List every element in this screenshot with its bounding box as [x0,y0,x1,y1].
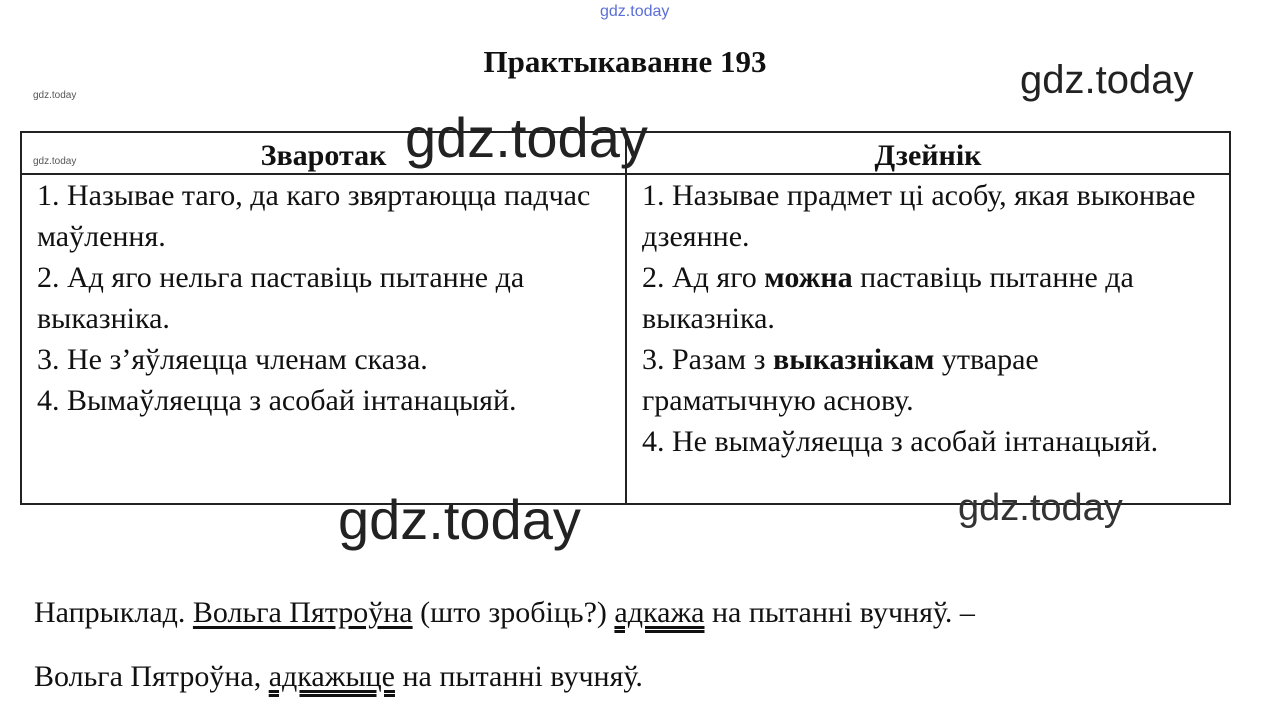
example-subject: Вольга Пятроўна [192,596,413,629]
subject-item-2-bold: можна [764,261,853,294]
example-predicate-2: адкажыце [268,660,395,693]
address-item-3: 3. Не з’яўляецца членам сказа. [37,343,428,376]
subject-cell [626,174,1230,504]
example-line-2-rest: на пытанні вучняў. [394,660,643,693]
watermark-top: gdz.today [600,3,670,20]
table-row [21,174,1230,504]
address-cell [21,174,626,504]
subject-item-2 [642,257,1219,339]
example-question: (што зробіць?) [412,596,615,629]
example-line-1 [34,596,975,630]
subject-item-3-text: 3. Разам з [642,343,774,376]
header-subject: Дзейнік [626,132,1230,174]
example-address: Вольга Пятроўна, [34,660,269,693]
watermark-tiny: gdz.today [33,90,77,101]
page-title: Практыкаванне 193 [483,44,767,79]
example-line-1-rest: на пытанні вучняў. – [704,596,975,629]
subject-item-3-bold: выказнікам [773,343,935,376]
example-line-2 [34,660,643,694]
example-predicate: адкажа [614,596,705,629]
comparison-table [20,131,1231,505]
example-label: Напрыклад. [34,596,193,629]
subject-item-3-rest: утварае граматычную аснову. [642,343,1039,417]
subject-item-4: 4. Не вымаўляецца з асобай інтанацыяй. [642,425,1159,458]
address-item-4: 4. Вымаўляецца з асобай інтанацыяй. [37,384,517,417]
address-item-2: 2. Ад яго нельга паставіць пытанне да выказніка. [37,261,525,335]
subject-item-3 [642,339,1219,421]
subject-item-1: 1. Называе прадмет ці асобу, якая выконвае дзеянне. [642,179,1196,253]
subject-item-2-rest: паставіць пытанне да выказніка. [642,261,1134,335]
watermark-right: gdz.today [1020,58,1194,102]
watermark-middle: gdz.today [405,106,648,169]
watermark-bottom-right: gdz.today [958,487,1123,529]
watermark-tiny-2: gdz.today [33,156,77,167]
watermark-bottom: gdz.today [338,488,581,551]
header-address: Зваротак [21,132,626,174]
address-item-1: 1. Называе таго, да каго звяртаюцца падчас маўлення. [37,179,591,253]
subject-item-2-text: 2. Ад яго [642,261,765,294]
